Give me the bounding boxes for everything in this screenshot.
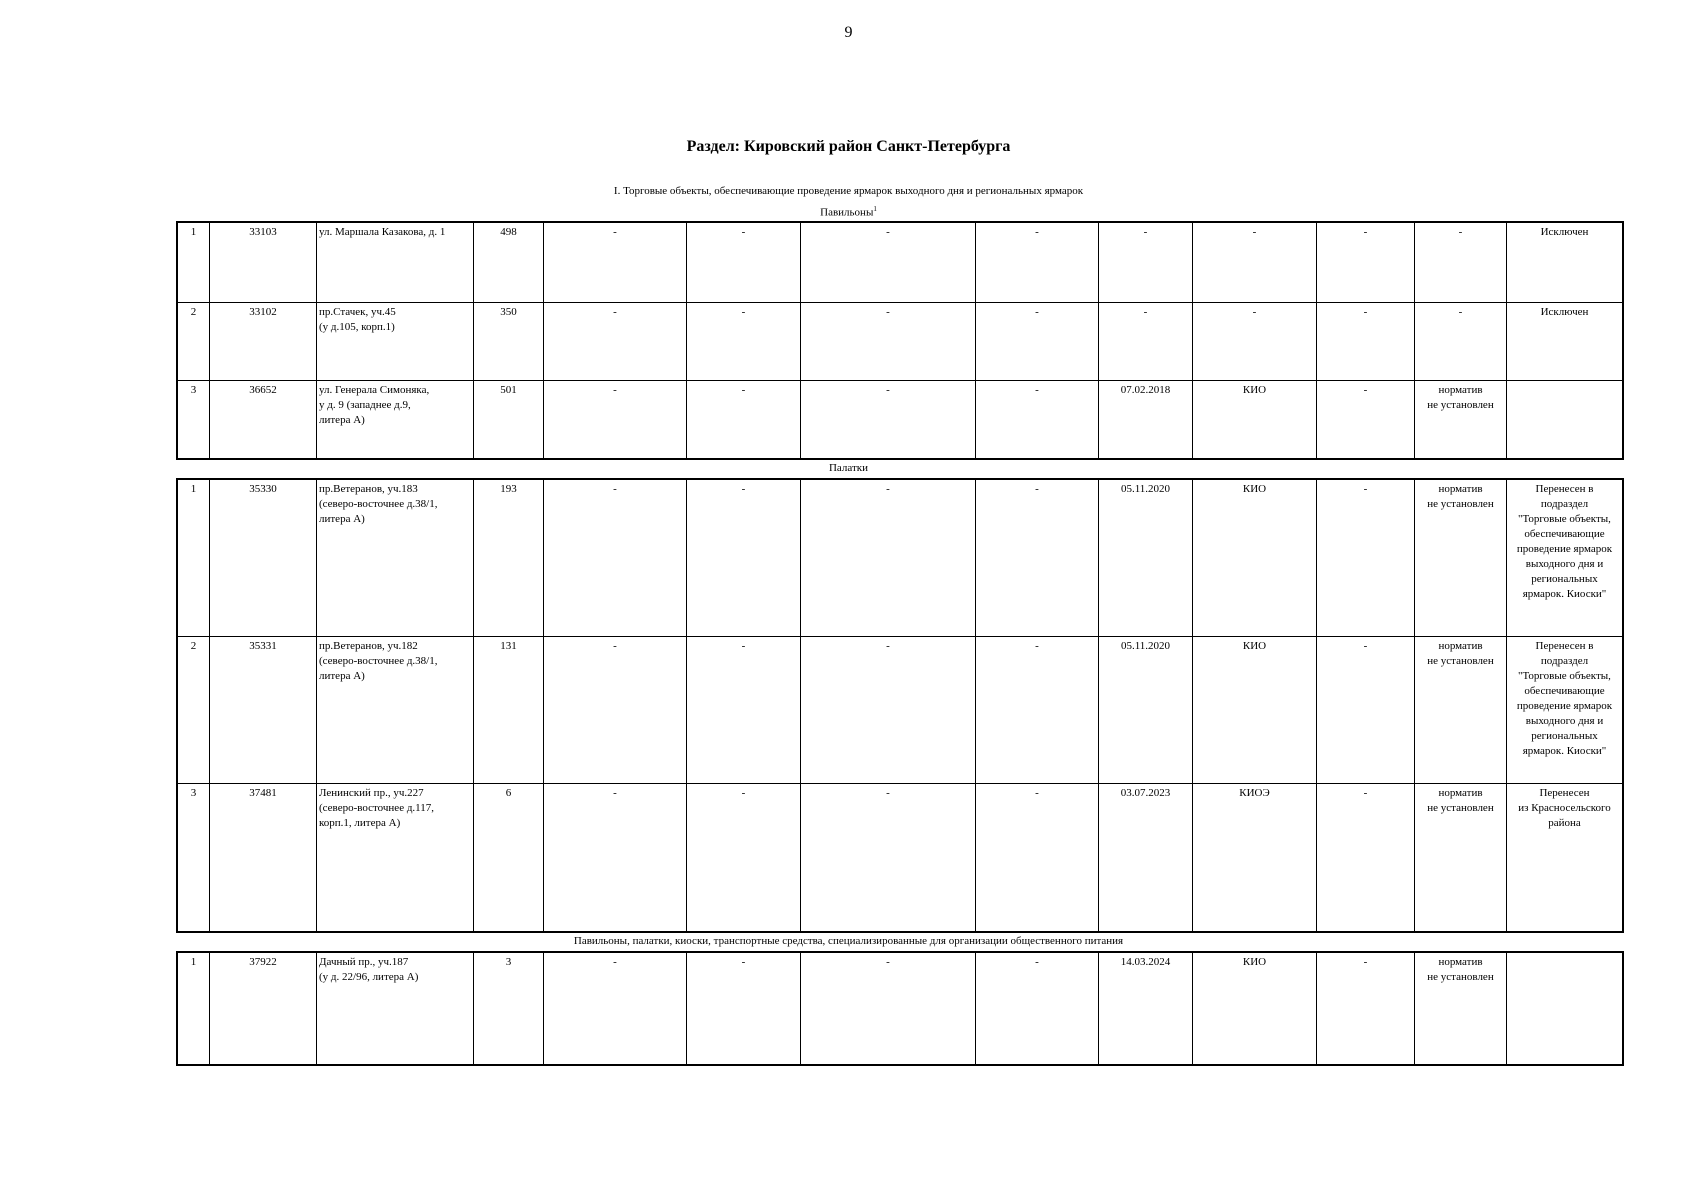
cell-cell [801, 223, 976, 303]
row-number-text: 3 [190, 787, 197, 799]
cell-text: - [741, 384, 746, 396]
organization-cell [1193, 381, 1317, 459]
note-text: Исключен [1540, 306, 1589, 318]
norm-status-text: не установлен [1427, 399, 1494, 411]
date-cell [1099, 303, 1193, 381]
note-text: из Красносельского [1518, 802, 1611, 814]
address-cell [317, 381, 474, 459]
cell-text: - [1363, 306, 1368, 318]
table-row [178, 784, 1623, 932]
area-cell [474, 480, 544, 637]
cell-cell [687, 381, 801, 459]
norm-status-cell [1415, 223, 1507, 303]
cell-cell [801, 480, 976, 637]
area-text: 131 [500, 640, 517, 652]
note-text: ярмарок. Киоски" [1522, 745, 1607, 757]
date-cell [1099, 637, 1193, 784]
table-row [178, 381, 1623, 459]
address-text: (северо-восточнее д.38/1, [319, 655, 438, 667]
cell-text: - [613, 306, 617, 318]
area-text: 498 [500, 226, 517, 238]
note-cell [1507, 381, 1623, 459]
cell-cell [801, 637, 976, 784]
table-row [178, 637, 1623, 784]
cell-text: - [1035, 306, 1039, 318]
cell-text: - [613, 956, 617, 968]
cell-cell [976, 480, 1099, 637]
address-text: (северо-восточнее д.38/1, [319, 498, 438, 510]
cell-cell [1317, 637, 1415, 784]
cell-text: - [886, 640, 890, 652]
address-text: (у д. 22/96, литера А) [319, 971, 419, 983]
date-cell [1099, 480, 1193, 637]
object-code-text: 37922 [249, 956, 277, 968]
cell-cell [801, 953, 976, 1065]
table-row [178, 480, 1623, 637]
address-text: (у д.105, корп.1) [319, 321, 395, 333]
table-tents [177, 479, 1623, 932]
norm-status-text: норматив [1438, 483, 1483, 495]
cell-text: - [886, 483, 890, 495]
object-code-text: 33102 [249, 306, 277, 318]
address-text: пр.Ветеранов, уч.183 [319, 483, 418, 495]
cell-text: - [741, 306, 746, 318]
cell-text: - [1035, 483, 1039, 495]
note-text: Перенесен [1539, 787, 1590, 799]
date-text: 05.11.2020 [1120, 483, 1171, 495]
cell-text: - [1035, 956, 1039, 968]
object-code-cell [210, 223, 317, 303]
note-cell [1507, 953, 1623, 1065]
cell-text: - [741, 483, 746, 495]
cell-cell [976, 381, 1099, 459]
norm-status-cell [1415, 953, 1507, 1065]
date-text: 05.11.2020 [1120, 640, 1171, 652]
norm-status-text: - [1458, 306, 1463, 318]
table-row [178, 223, 1623, 303]
norm-status-text: норматив [1438, 787, 1483, 799]
norm-status-text: не установлен [1427, 802, 1494, 814]
address-text: корп.1, литера А) [319, 817, 401, 829]
row-number-cell [178, 223, 210, 303]
note-text: района [1548, 817, 1581, 829]
norm-status-text: не установлен [1427, 498, 1494, 510]
note-text: "Торговые объекты, [1518, 513, 1611, 525]
cell-cell [801, 784, 976, 932]
note-cell [1507, 480, 1623, 637]
cell-cell [1317, 303, 1415, 381]
area-cell [474, 223, 544, 303]
note-text: региональных [1531, 573, 1598, 585]
cell-cell [544, 223, 687, 303]
address-cell [317, 953, 474, 1065]
object-code-text: 35330 [249, 483, 277, 495]
organization-text: КИОЭ [1239, 787, 1270, 799]
area-cell [474, 953, 544, 1065]
table-pavilions [177, 222, 1623, 459]
cell-cell [1317, 223, 1415, 303]
cell-text: - [1363, 483, 1368, 495]
row-number-text: 2 [190, 306, 197, 318]
norm-status-text: не установлен [1427, 655, 1494, 667]
note-text: ярмарок. Киоски" [1522, 588, 1607, 600]
cell-cell [976, 223, 1099, 303]
object-code-text: 33103 [249, 226, 277, 238]
note-text: подраздел [1540, 498, 1589, 510]
note-cell [1507, 303, 1623, 381]
cell-cell [976, 637, 1099, 784]
norm-status-text: не установлен [1427, 971, 1494, 983]
address-cell [317, 303, 474, 381]
cell-text: - [741, 226, 746, 238]
note-cell [1507, 223, 1623, 303]
organization-text: КИО [1242, 384, 1267, 396]
area-cell [474, 784, 544, 932]
note-text: Перенесен в [1535, 483, 1594, 495]
cell-text: - [886, 787, 890, 799]
note-text: выходного дня и [1525, 715, 1604, 727]
note-text: обеспечивающие [1524, 685, 1605, 697]
address-text: литера А) [319, 513, 365, 525]
note-cell [1507, 784, 1623, 932]
norm-status-cell [1415, 637, 1507, 784]
cell-text: - [741, 787, 746, 799]
address-text: пр.Стачек, уч.45 [319, 306, 396, 318]
address-cell [317, 223, 474, 303]
cell-cell [687, 223, 801, 303]
cell-text: - [1363, 384, 1368, 396]
note-text: Исключен [1540, 226, 1589, 238]
note-cell [1507, 637, 1623, 784]
area-cell [474, 303, 544, 381]
organization-cell [1193, 480, 1317, 637]
group-heading-text: Павильоны [820, 206, 874, 219]
note-text: подраздел [1540, 655, 1589, 667]
organization-cell [1193, 223, 1317, 303]
address-text: Ленинский пр., уч.227 [319, 787, 424, 799]
organization-text: КИО [1242, 640, 1267, 652]
cell-text: - [613, 483, 617, 495]
note-text: проведение ярмарок [1516, 700, 1613, 712]
object-code-cell [210, 784, 317, 932]
norm-status-text: норматив [1438, 384, 1483, 396]
date-text: - [1143, 226, 1148, 238]
cell-text: - [1363, 640, 1368, 652]
date-text: 14.03.2024 [1120, 956, 1171, 968]
address-text: ул. Маршала Казакова, д. 1 [319, 226, 446, 238]
area-text: 501 [500, 384, 517, 396]
page-number: 9 [844, 24, 853, 41]
address-text: (северо-восточнее д.117, [319, 802, 435, 814]
row-number-text: 2 [190, 640, 197, 652]
address-text: литера А) [319, 670, 365, 682]
date-text: 03.07.2023 [1120, 787, 1171, 799]
note-text: обеспечивающие [1524, 528, 1605, 540]
note-text: выходного дня и [1525, 558, 1604, 570]
cell-text: - [741, 956, 746, 968]
organization-text: - [1252, 226, 1257, 238]
area-text: 6 [505, 787, 512, 799]
cell-text: - [613, 384, 617, 396]
row-number-text: 1 [190, 483, 197, 495]
cell-text: - [741, 640, 746, 652]
area-cell [474, 381, 544, 459]
row-number-text: 1 [190, 956, 197, 968]
norm-status-text: норматив [1438, 956, 1483, 968]
note-text: региональных [1531, 730, 1598, 742]
cell-cell [544, 784, 687, 932]
cell-cell [1317, 381, 1415, 459]
area-text: 3 [505, 956, 512, 968]
address-text: у д. 9 (западнее д.9, [319, 399, 411, 411]
object-code-text: 37481 [249, 787, 277, 799]
row-number-cell [178, 953, 210, 1065]
cell-cell [544, 381, 687, 459]
cell-text: - [886, 226, 890, 238]
date-cell [1099, 953, 1193, 1065]
cell-cell [801, 381, 976, 459]
row-number-cell [178, 480, 210, 637]
cell-cell [1317, 784, 1415, 932]
cell-text: - [886, 306, 890, 318]
cell-cell [976, 784, 1099, 932]
table-row [178, 303, 1623, 381]
row-number-cell [178, 303, 210, 381]
cell-cell [544, 637, 687, 784]
cell-text: - [613, 226, 617, 238]
address-cell [317, 784, 474, 932]
section-subtitle: I. Торговые объекты, обеспечивающие проведение ярмарок выходного дня и региональных ярмарок [613, 185, 1084, 197]
cell-cell [1317, 480, 1415, 637]
group-heading-catering [0, 935, 1697, 947]
address-text: Дачный пр., уч.187 [319, 956, 409, 968]
cell-cell [687, 637, 801, 784]
note-text: "Торговые объекты, [1518, 670, 1611, 682]
norm-status-cell [1415, 784, 1507, 932]
cell-cell [801, 303, 976, 381]
object-code-cell [210, 953, 317, 1065]
organization-text: КИО [1242, 956, 1267, 968]
note-text: Перенесен в [1535, 640, 1594, 652]
norm-status-cell [1415, 303, 1507, 381]
cell-cell [687, 303, 801, 381]
group-heading-tents [0, 462, 1697, 474]
row-number-cell [178, 637, 210, 784]
cell-cell [687, 784, 801, 932]
cell-text: - [613, 787, 617, 799]
cell-cell [544, 953, 687, 1065]
date-cell [1099, 381, 1193, 459]
norm-status-cell [1415, 381, 1507, 459]
cell-cell [687, 953, 801, 1065]
date-text: - [1143, 306, 1148, 318]
object-code-cell [210, 381, 317, 459]
organization-cell [1193, 637, 1317, 784]
cell-text: - [886, 956, 890, 968]
cell-text: - [1035, 640, 1039, 652]
organization-cell [1193, 303, 1317, 381]
cell-text: - [613, 640, 617, 652]
section-title: Раздел: Кировский район Санкт-Петербурга [686, 138, 1011, 155]
cell-cell [976, 953, 1099, 1065]
address-text: ул. Генерала Симоняка, [319, 384, 430, 396]
organization-cell [1193, 953, 1317, 1065]
cell-text: - [1363, 226, 1368, 238]
cell-text: - [1035, 384, 1039, 396]
area-text: 193 [500, 483, 517, 495]
object-code-cell [210, 303, 317, 381]
group-heading-text: Палатки [828, 462, 869, 474]
cell-cell [687, 480, 801, 637]
table-row [178, 953, 1623, 1065]
area-text: 350 [500, 306, 517, 318]
norm-status-text: - [1458, 226, 1463, 238]
norm-status-text: норматив [1438, 640, 1483, 652]
object-code-cell [210, 637, 317, 784]
object-code-text: 35331 [249, 640, 277, 652]
address-cell [317, 480, 474, 637]
footnote-marker: 1 [873, 205, 877, 213]
note-text: проведение ярмарок [1516, 543, 1613, 555]
date-text: 07.02.2018 [1120, 384, 1171, 396]
cell-text: - [1035, 226, 1039, 238]
row-number-cell [178, 381, 210, 459]
row-number-text: 3 [190, 384, 197, 396]
date-cell [1099, 784, 1193, 932]
group-heading-text: Павильоны, палатки, киоски, транспортные средства, специализированные для организации общественного питания [573, 935, 1124, 947]
cell-text: - [1035, 787, 1039, 799]
cell-text: - [886, 384, 890, 396]
organization-cell [1193, 784, 1317, 932]
cell-text: - [1363, 787, 1368, 799]
organization-text: КИО [1242, 483, 1267, 495]
cell-cell [544, 303, 687, 381]
group-heading-pavilions [0, 205, 1697, 219]
address-cell [317, 637, 474, 784]
area-cell [474, 637, 544, 784]
norm-status-cell [1415, 480, 1507, 637]
row-number-text: 1 [190, 226, 197, 238]
object-code-cell [210, 480, 317, 637]
cell-text: - [1363, 956, 1368, 968]
row-number-cell [178, 784, 210, 932]
cell-cell [1317, 953, 1415, 1065]
cell-cell [544, 480, 687, 637]
address-text: литера А) [319, 414, 365, 426]
cell-cell [976, 303, 1099, 381]
table-catering [177, 952, 1623, 1065]
date-cell [1099, 223, 1193, 303]
address-text: пр.Ветеранов, уч.182 [319, 640, 418, 652]
object-code-text: 36652 [249, 384, 277, 396]
organization-text: - [1252, 306, 1257, 318]
